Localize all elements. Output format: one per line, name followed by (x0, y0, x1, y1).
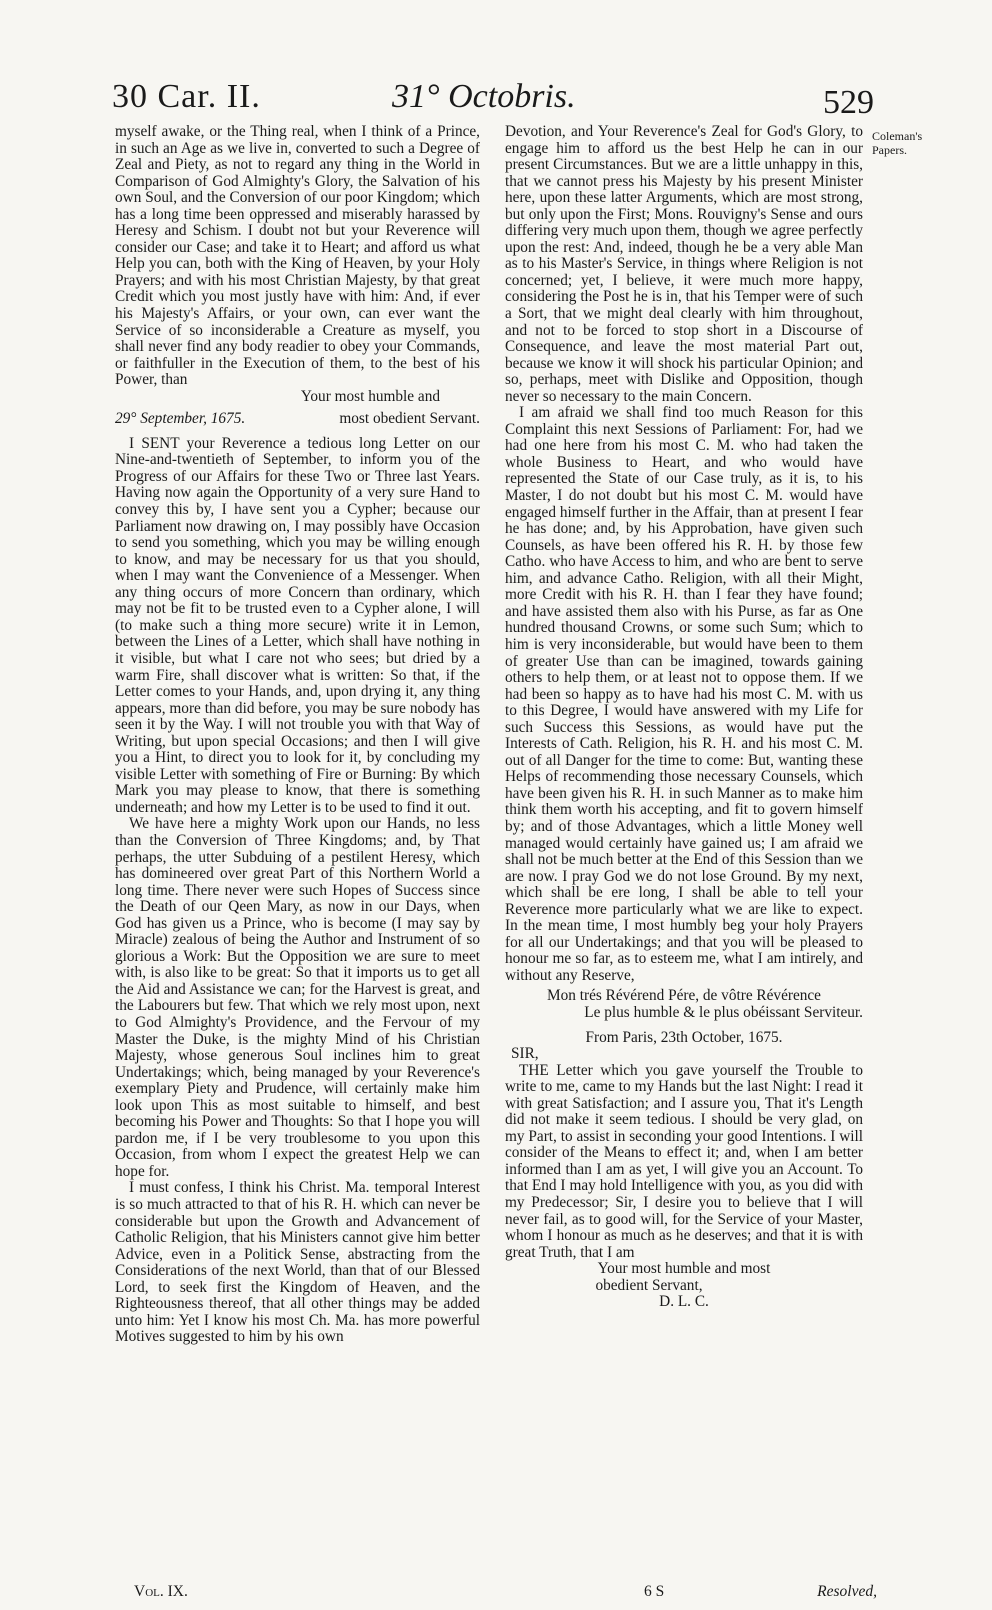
closing-line: Your most humble and (300, 387, 440, 405)
volume-label: Vol. IX. (134, 1583, 188, 1600)
closing-line: most obedient Servant. (339, 410, 480, 428)
running-head-left: 30 Car. II. (112, 78, 261, 115)
letter-dateline: From Paris, 23th October, 1675. (585, 1028, 783, 1046)
paragraph: Devotion, and Your Reverence's Zeal for God's Glory, to engage him to afford us the best Help he can in our present Circumstances. But we are a little unhappy in this, that we cannot press his Majesty by his present Minister here, upon these latter Arguments, which are most strong, but only upon the First; Mons. Rouvigny's Sense and ours differing very much upon them, though we agree perfectly upon the rest: And, indeed, though he be a very able Man as to his Master's Service, in things where Religion is not concerned; yet, I believe, it were much more happy, considering the Post he is in, that his Temper were of such a Sort, that we might deal clearly with him throughout, and not to be forced to stop short in a Discourse of Consequence, and leave the most material Part out, because we know it will shock his particular Opinion; and so, perhaps, meet with Dislike and Opposition, though never so necessary to the main Concern. (505, 123, 863, 405)
paragraph: I SENT your Reverence a tedious long Letter on our Nine-and-twentieth of September, to inform you of the Progress of our Affairs for these Two or Three last Years. Having now again the Opportunity of a very sure Hand to convey this by, I have sent you a Cypher; because our Parliament now drawing on, I may possibly have Occasion to send you something, which you may be willing enough to know, and may be necessary for us that you should, when I may want the Convenience of a Messenger. When any thing occurs of more Concern than ordinary, which may not be fit to be trusted even to a Cypher alone, I will (to make such a thing more secure) write it in Lemon, between the Lines of a Letter, which shall have nothing in it visible, but what I care not who sees; but dried by a warm Fire, shall discover what is written: So that, if the Letter comes to your Hands, and, upon drying it, any thing appears, more than did before, you may be sure nobody has seen it by the Way. I will not trouble you with that Way of Writing, but upon special Occasions; and then I will give you a Hint, to direct you to look for it, by concluding my visible Letter with something of Fire or Burning: By which Mark you may please to know, that there is something underneath; and how my Letter is to be used to find it out. (115, 434, 480, 816)
paragraph: I must confess, I think his Christ. Ma. temporal Interest is so much attracted to that of his R. H. which can never be considerable but upon the Growth and Advancement of Catholic Religion, that his Ministers cannot give him better Advice, even in a Politick Sense, abstracting from the Considerations of the next World, than that of our Blessed Lord, to seek first the Kingdom of Heaven, and the Righteousness thereof, that all other things may be added unto him: Yet I know his most Ch. Ma. has more powerful Motives suggested to him by his own (115, 1179, 480, 1346)
page-header (112, 78, 874, 128)
paragraph: THE Letter which you gave yourself the Trouble to write to me, came to my Hands but the last Night: I read it with great Satisfaction; and I assure you, That it's Length did not make it seem tedious. I should be very glad, on my Part, to assist in seconding your good Intentions. I will consider of the Means to effect it; and, when I am better informed than I am as yet, I will give you an Account. To that End I may hold Intelligence with you, as you did with my Predecessor; Sir, I desire you to believe that I will never fail, as to good will, for the Service of your Master, whom I honour as much as he deserves; and that it is with great Truth, that I am (505, 1061, 863, 1261)
signature-initials: D. L. C. (659, 1293, 709, 1311)
salutation: SIR, (511, 1045, 539, 1063)
margin-note: Coleman's Papers. (872, 129, 923, 157)
french-closing: Mon trés Révérend Pére, de vôtre Révérence (547, 987, 821, 1005)
letter-date: 29° September, 1675. (115, 410, 246, 428)
catchword: Resolved, (817, 1583, 877, 1600)
left-column (115, 124, 480, 1346)
french-signature: Le plus humble & le plus obéissant Serviteur. (584, 1003, 863, 1021)
right-column (505, 124, 863, 1311)
paragraph: myself awake, or the Thing real, when I think of a Prince, in such an Age as we live in, converted to such a Degree of Zeal and Piety, as not to regard any thing in the World in Comparison of God Almighty's Glory, the Salvation of his own Soul, and the Conversion of our poor Kingdom; which has a long time been oppressed and miserably harassed by Heresy and Schism. I doubt not but your Reverence will consider our Case; and take it to Heart; and afford us what Help you can, both with the King of Heaven, by your Holy Prayers; and with his most Christian Majesty, by that great Credit which you most justly have with him: And, if ever his Majesty's Affairs, or your own, can ever want the Service of so inconsiderable a Creature as myself, you shall never find any body readier to obey your Commands, or faithfuller in the Execution of them, to the best of his Power, than (115, 123, 480, 389)
page-number: 529 (823, 84, 874, 121)
paragraph: I am afraid we shall find too much Reason for this Complaint this next Sessions of Parliament: For, had we had one here from his most C. M. who had taken the whole Business to Heart, and who would have represented the State of our Case truly, as it is, to his Master, I do not doubt but his most C. M. would have engaged himself further in the Affair, than at present I fear he has done; and, by his Approbation, have given such Counsels, as have been offered his R. H. by those few Catho. who have Access to him, and who are bent to serve him, and advance Catho. Religion, with all their Might, more Credit with his R. H. than I fear they have found; and have assisted them also with his Purse, as far as One hundred thousand Crowns, or some such Sum; which to him is very inconsiderable, but would have been to them of greater Use than can be imagined, towards gaining others to help them, or at least not to oppose them. If we had been so happy as to have had his most C. M. with us to this Degree, I would have answered with my Life for such Success this Sessions, as would have put the Interests of Cath. Religion, his R. H. and his most C. M. out of all Danger for the time to come: But, wanting these Helps of recommending those necessary Counsels, which have been given his R. H. in such Manner as to make him think them worth his accepting, and fit to govern himself by; and of those Advantages, which a little Money well managed would certainly have gained us; I am afraid we shall not be much better at the End of this Session than we are now. I pray God we do not lose Ground. By my next, which shall be ere long, I shall be able to tell your Reverence more particularly what we are like to expect. In the mean time, I most humbly beg your holy Prayers for all our Undertakings; and that you will be pleased to honour me so far, as to esteem me, what I am intirely, and without any Reserve, (505, 404, 863, 984)
signature-mark: 6 S (644, 1583, 665, 1600)
paragraph: We have here a mighty Work upon our Hands, no less than the Conversion of Three Kingdoms; and, by That perhaps, the utter Subduing of a pestilent Heresy, which has domineered over great Part of this Northern World a long time. There never were such Hopes of Success since the Death of our Qeen Mary, as now in our Days, when God has given us a Prince, who is become (I may say by Miracle) zealous of being the Author and Instrument of so glorious a Work: But the Opposition we are sure to meet with, is also like to be great: So that it imports us to get all the Aid and Assistance we can; for the Harvest is great, and the Labourers but few. That which we rely most upon, next to God Almighty's Providence, and the Fervour of my Master the Duke, is the mighty Mind of his Christian Majesty, whose generous Soul inclines him to great Undertakings; which, being managed by your Reverence's exemplary Piety and Prudence, will certainly make him look upon This as most suitable to himself, and best becoming his Power and Thoughts: So that I hope you will pardon me, if I be very troublesome to you upon this Occasion, from whom I expect the greatest Help we can hope for. (115, 815, 480, 1180)
date-and-signoff (115, 411, 480, 428)
closing-line: obedient Servant, (595, 1276, 703, 1294)
closing-line: Your most humble and most (597, 1260, 771, 1278)
running-head-date: 31° Octobris. (392, 78, 576, 115)
